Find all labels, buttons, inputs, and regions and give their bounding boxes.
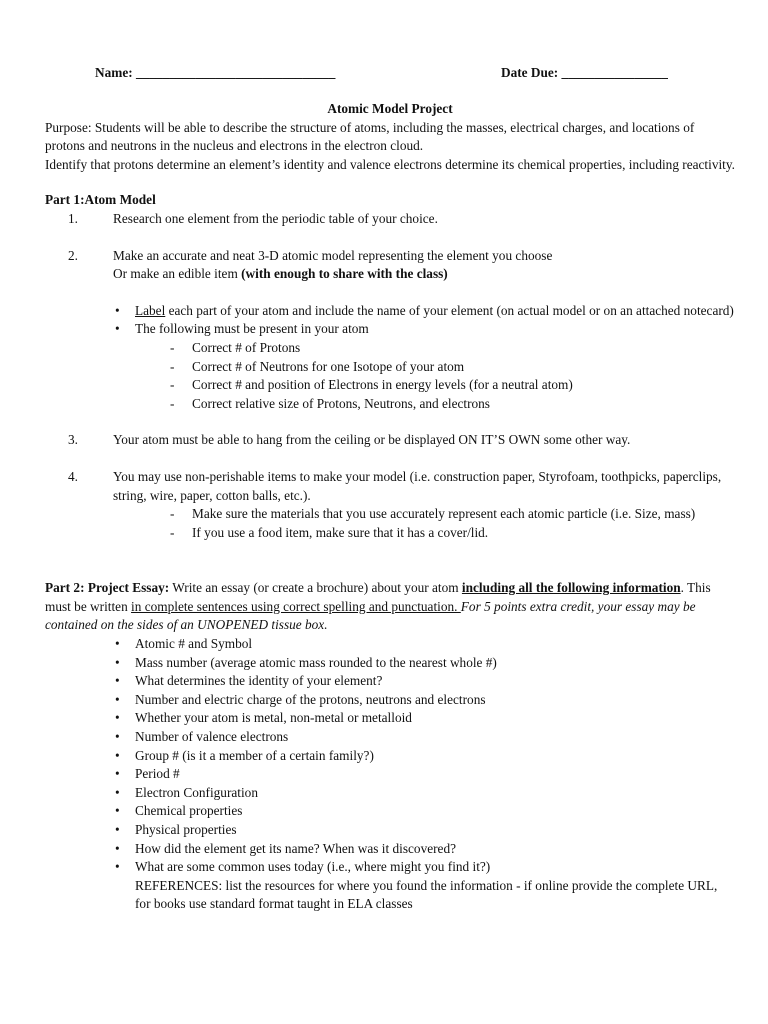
- part2-paragraph: Part 2: Project Essay: Write an essay (or create a brochure) about your atom including all the following information. This must be written in complete sentences using correct spelling and punctuation. For 5 points extra credit, your essay may be contained on the sides of an UNOPENED tissue box.: [45, 580, 711, 633]
- purpose-paragraph: Purpose: Students will be able to describe the structure of atoms, including the masses, electrical charges, and locations of protons and neutrons in the nucleus and electrons in the electron cloud.: [45, 119, 695, 154]
- bullet-icon: •: [115, 654, 120, 670]
- item-number: 2.: [68, 247, 78, 263]
- part2-heading: Part 2: Project Essay:: [45, 580, 170, 596]
- bullet-icon: •: [115, 840, 120, 856]
- name-field-label: Name: ______________________________: [95, 65, 336, 80]
- list-item: • Mass number (average atomic mass rounded to the nearest whole #): [45, 654, 735, 673]
- dash-icon: -: [170, 395, 175, 411]
- list-item: • Electron Configuration: [45, 784, 735, 803]
- document-page: [45, 64, 735, 914]
- list-item: - Correct relative size of Protons, Neutrons, and electrons: [45, 395, 735, 414]
- part1-item-4: [45, 468, 735, 505]
- list-item: • Chemical properties: [45, 802, 735, 821]
- item-text: Research one element from the periodic table of your choice.: [113, 210, 438, 226]
- materials-notes-list: [45, 505, 735, 542]
- list-item: • How did the element get its name? When was it discovered?: [45, 840, 735, 859]
- part2-emphasis: including all the following information: [461, 580, 681, 596]
- item-number: 1.: [68, 210, 78, 226]
- item-text: Make an accurate and neat 3-D atomic model representing the element you choose: [113, 247, 553, 263]
- list-item: • What determines the identity of your element?: [45, 672, 735, 691]
- part1-item-2: [45, 247, 735, 284]
- list-item: • Group # (is it a member of a certain family?): [45, 747, 735, 766]
- extra-credit-note: For 5 points extra credit, your essay may be contained on the sides of an UNOPENED tissue box.: [45, 598, 696, 633]
- dash-icon: -: [170, 358, 175, 374]
- bullet-icon: •: [115, 729, 120, 745]
- list-item: - Correct # and position of Electrons in energy levels (for a neutral atom): [45, 376, 735, 395]
- essay-requirements-list: [45, 635, 735, 914]
- bullet-icon: •: [115, 302, 120, 318]
- dash-icon: -: [170, 339, 175, 355]
- item-text: You may use non-perishable items to make your model (i.e. construction paper, Styrofoam, toothpicks, paperclips, string, wire, paper, cotton balls, etc.).: [113, 468, 722, 503]
- list-item: • What are some common uses today (i.e., where might you find it?) REFERENCES: list the resources for where you found the information - if online provide the complete URL, for books use standard format taught in ELA classes: [45, 858, 735, 914]
- bullet-icon: •: [115, 803, 120, 819]
- bullet-icon: •: [115, 673, 120, 689]
- list-item: - If you use a food item, make sure that it has a cover/lid.: [45, 524, 735, 543]
- bullet-icon: •: [115, 859, 120, 875]
- part1-heading: Part 1:Atom Model: [45, 192, 156, 208]
- bullet-icon: •: [115, 636, 120, 652]
- label-keyword: Label: [135, 302, 166, 318]
- dash-icon: -: [170, 524, 175, 540]
- item-number: 4.: [68, 468, 78, 484]
- item-text: Your atom must be able to hang from the ceiling or be displayed ON IT’S OWN some other way.: [113, 432, 631, 448]
- list-item: • Physical properties: [45, 821, 735, 840]
- list-item: • Period #: [45, 765, 735, 784]
- item-number: 3.: [68, 432, 78, 448]
- bullet-icon: •: [115, 822, 120, 837]
- share-note: (with enough to share with the class): [241, 266, 448, 282]
- part2-underlined: in complete sentences using correct spelling and punctuation.: [131, 598, 461, 614]
- references-note: REFERENCES: list the resources for where you found the information - if online provide the complete URL, for books use standard format taught in ELA classes: [135, 877, 718, 912]
- header-row: [45, 64, 735, 84]
- list-item: • Label each part of your atom and include the name of your element (on actual model or on an attached notecard): [45, 302, 735, 321]
- list-item: - Correct # of Protons: [45, 339, 735, 358]
- part1-item-3: [45, 431, 735, 450]
- list-item: • Number and electric charge of the protons, neutrons and electrons: [45, 691, 735, 710]
- bullet-icon: •: [115, 710, 120, 726]
- dash-icon: -: [170, 506, 175, 522]
- part1-item-1: [45, 210, 735, 229]
- bullet-icon: •: [115, 691, 120, 707]
- list-item: - Make sure the materials that you use accurately represent each atomic particle (i.e. Size, mass): [45, 505, 735, 524]
- list-item: - Correct # of Neutrons for one Isotope of your atom: [45, 358, 735, 377]
- identify-paragraph: Identify that protons determine an element’s identity and valence electrons determine its chemical properties, including reactivity.: [45, 156, 735, 172]
- document-title: Atomic Model Project: [327, 101, 453, 116]
- list-item: • The following must be present in your atom: [45, 320, 735, 339]
- part1-bullet-list: [45, 302, 735, 339]
- bullet-icon: •: [115, 766, 120, 782]
- bullet-icon: •: [115, 784, 120, 800]
- bullet-icon: •: [115, 321, 120, 337]
- list-item: • Number of valence electrons: [45, 728, 735, 747]
- dash-icon: -: [170, 377, 175, 393]
- date-due-field-label: Date Due: ________________: [501, 65, 668, 80]
- bullet-icon: •: [115, 747, 120, 763]
- required-parts-list: [45, 339, 735, 413]
- item-text-line2: Or make an edible item (with enough to share with the class): [113, 266, 448, 282]
- list-item: • Whether your atom is metal, non-metal or metalloid: [45, 709, 735, 728]
- list-item: • Atomic # and Symbol: [45, 635, 735, 654]
